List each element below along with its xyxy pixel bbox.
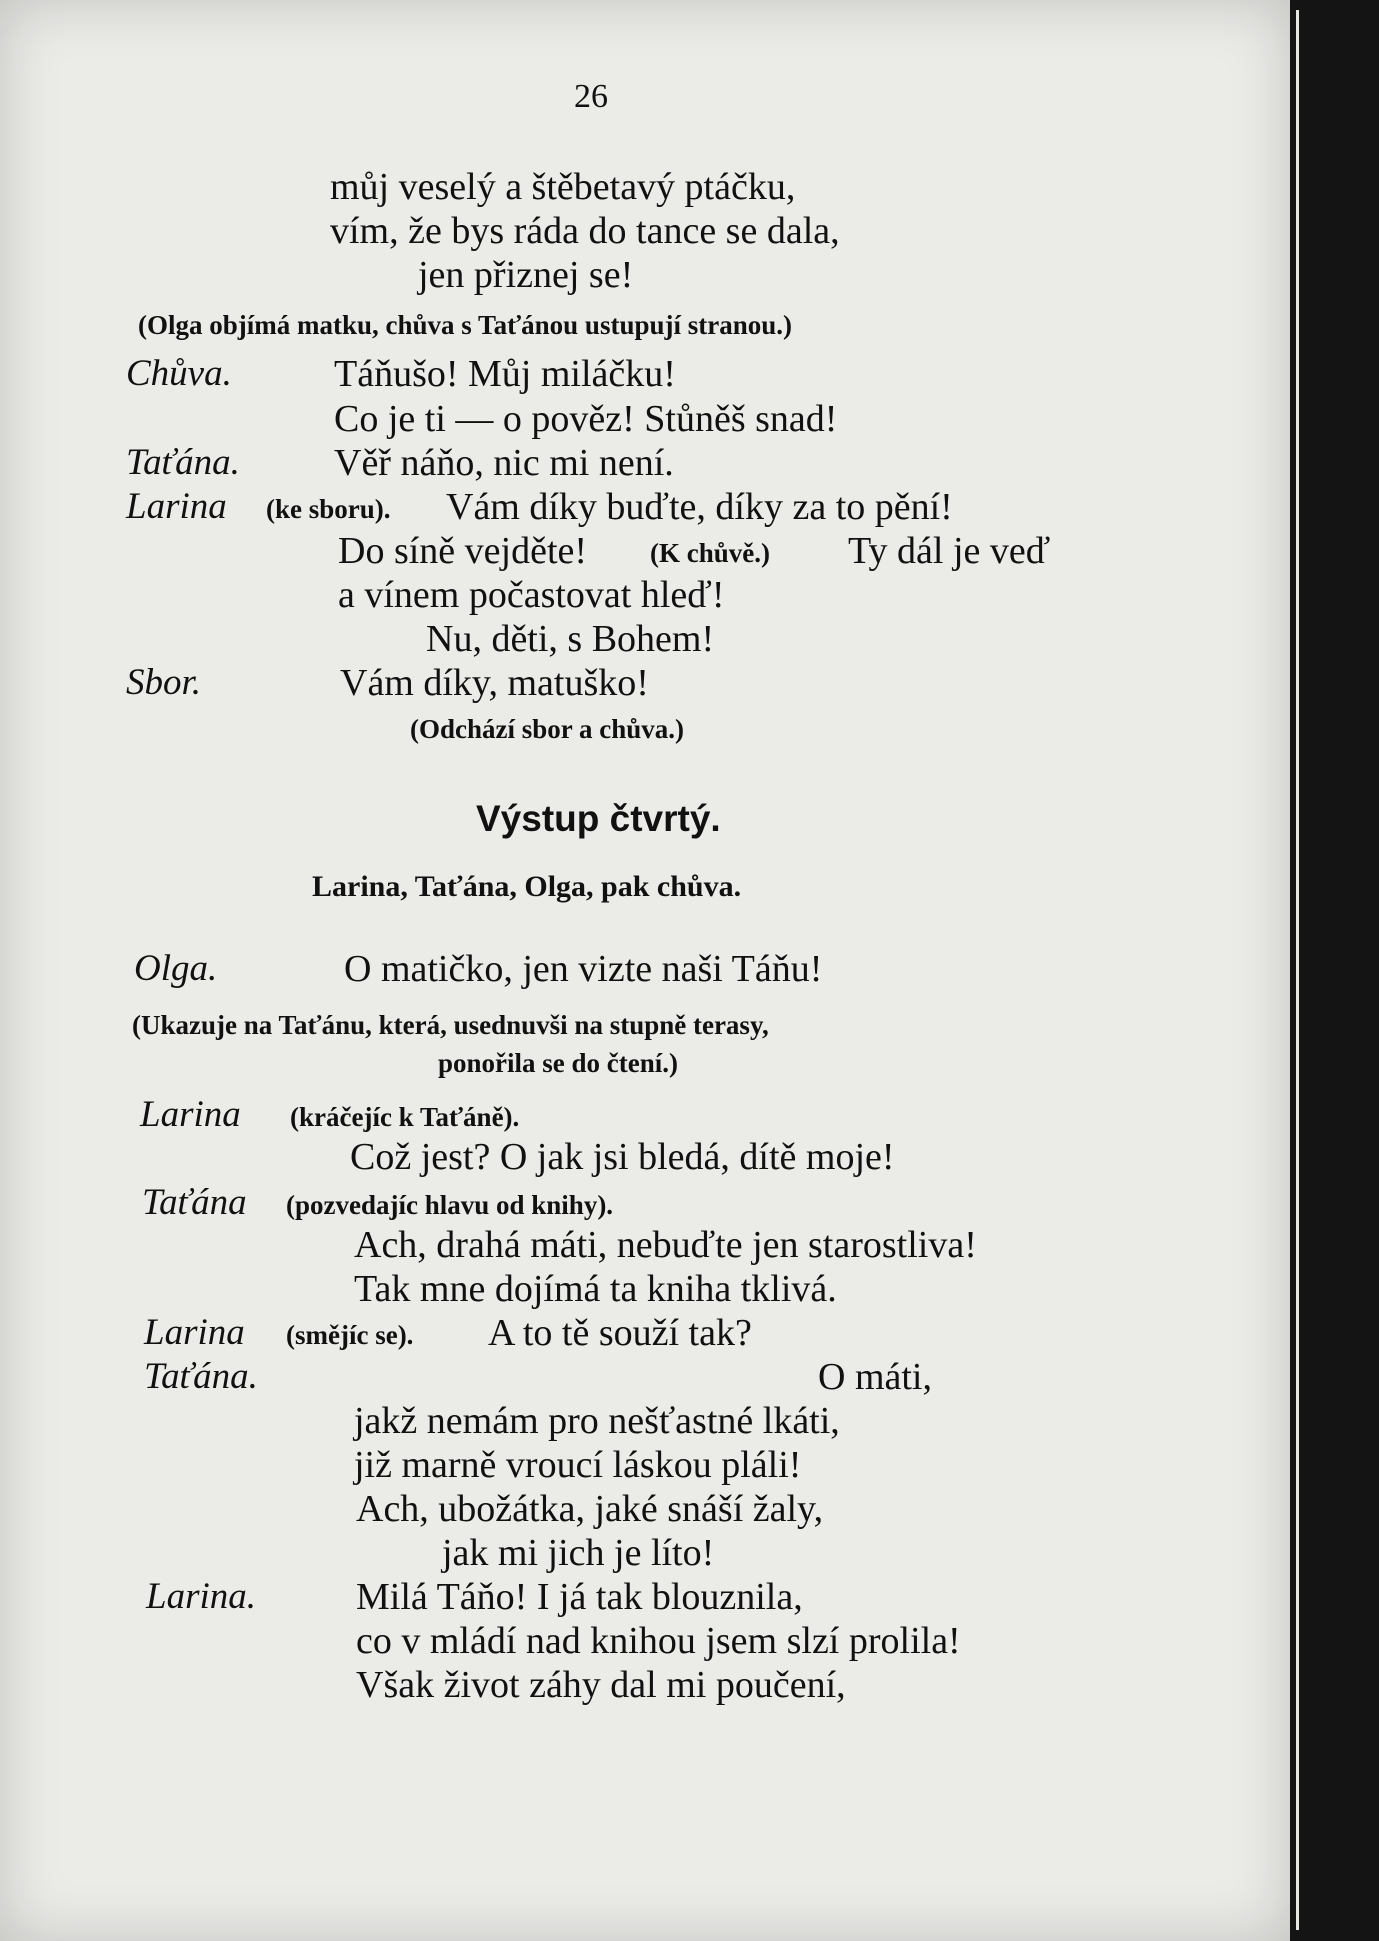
speaker-name: Larina [140,1094,241,1135]
verse-line: Věř náňo, nic mi není. [334,442,674,484]
verse-line: Což jest? O jak jsi bledá, dítě moje! [350,1136,895,1178]
speaker-name: Larina. [146,1576,257,1617]
stage-direction: (Ukazuje na Taťánu, která, usednuvši na stupně terasy, [132,1010,769,1040]
scene-heading: Výstup čtvrtý. [476,798,721,839]
verse-line: vím, že bys ráda do tance se dala, [330,210,840,252]
verse-line: a vínem počastovat hleď! [338,574,725,616]
verse-line: Do síně vejděte! [338,530,588,572]
verse-line: Milá Táňo! I já tak blouznila, [356,1576,803,1618]
verse-line: jen přiznej se! [418,254,634,296]
verse-line: již marně vroucí láskou pláli! [354,1444,802,1486]
verse-line: Však život záhy dal mi poučení, [356,1664,846,1706]
verse-line: Ty dál je veď [848,530,1051,572]
verse-line: Ach, drahá máti, nebuďte jen starostliva! [354,1224,977,1266]
verse-line: jak mi jich je líto! [442,1532,715,1574]
verse-line: Vám díky, matuško! [340,662,649,704]
stage-direction: ponořila se do čtení.) [438,1048,678,1078]
stage-direction: (smějíc se). [286,1320,414,1350]
stage-direction: (pozvedajíc hlavu od knihy). [286,1190,614,1220]
stage-direction: (ke sboru). [266,494,391,524]
speaker-name: Taťána. [126,442,240,483]
stage-direction: (Odchází sbor a chůva.) [410,714,685,744]
verse-line: jakž nemám pro nešťastné lkáti, [354,1400,840,1442]
speaker-name: Taťána [142,1182,247,1223]
page-gutter [1290,0,1379,1941]
stage-direction: (kráčejíc k Taťáně). [290,1102,520,1132]
stage-direction: (Olga objímá matku, chůva s Taťánou ustupují stranou.) [138,310,792,340]
verse-line: Tak mne dojímá ta kniha tklivá. [354,1268,837,1310]
speaker-name: Larina [126,486,227,527]
page-edge-line [1296,10,1299,1930]
verse-line: O máti, [818,1356,932,1398]
verse-line: Vám díky buďte, díky za to pění! [446,486,953,528]
speaker-name: Chůva. [126,353,232,394]
stage-direction: (K chůvě.) [650,538,770,568]
verse-line: Co je ti — o pověz! Stůněš snad! [334,398,838,440]
verse-line: Táňušo! Můj miláčku! [334,353,676,395]
cast-list: Larina, Taťána, Olga, pak chůva. [312,870,742,903]
verse-line: O matičko, jen vizte naši Táňu! [344,948,823,990]
verse-line: můj veselý a štěbetavý ptáčku, [330,166,796,208]
verse-line: co v mládí nad knihou jsem slzí prolila! [356,1620,961,1662]
speaker-name: Taťána. [144,1356,258,1397]
page-number: 26 [574,78,608,115]
speaker-name: Olga. [134,948,218,989]
verse-line: A to tě souží tak? [488,1312,752,1354]
verse-line: Ach, ubožátka, jaké snáší žaly, [356,1488,824,1530]
speaker-name: Sbor. [126,662,202,703]
speaker-name: Larina [144,1312,245,1353]
verse-line: Nu, děti, s Bohem! [426,618,715,660]
